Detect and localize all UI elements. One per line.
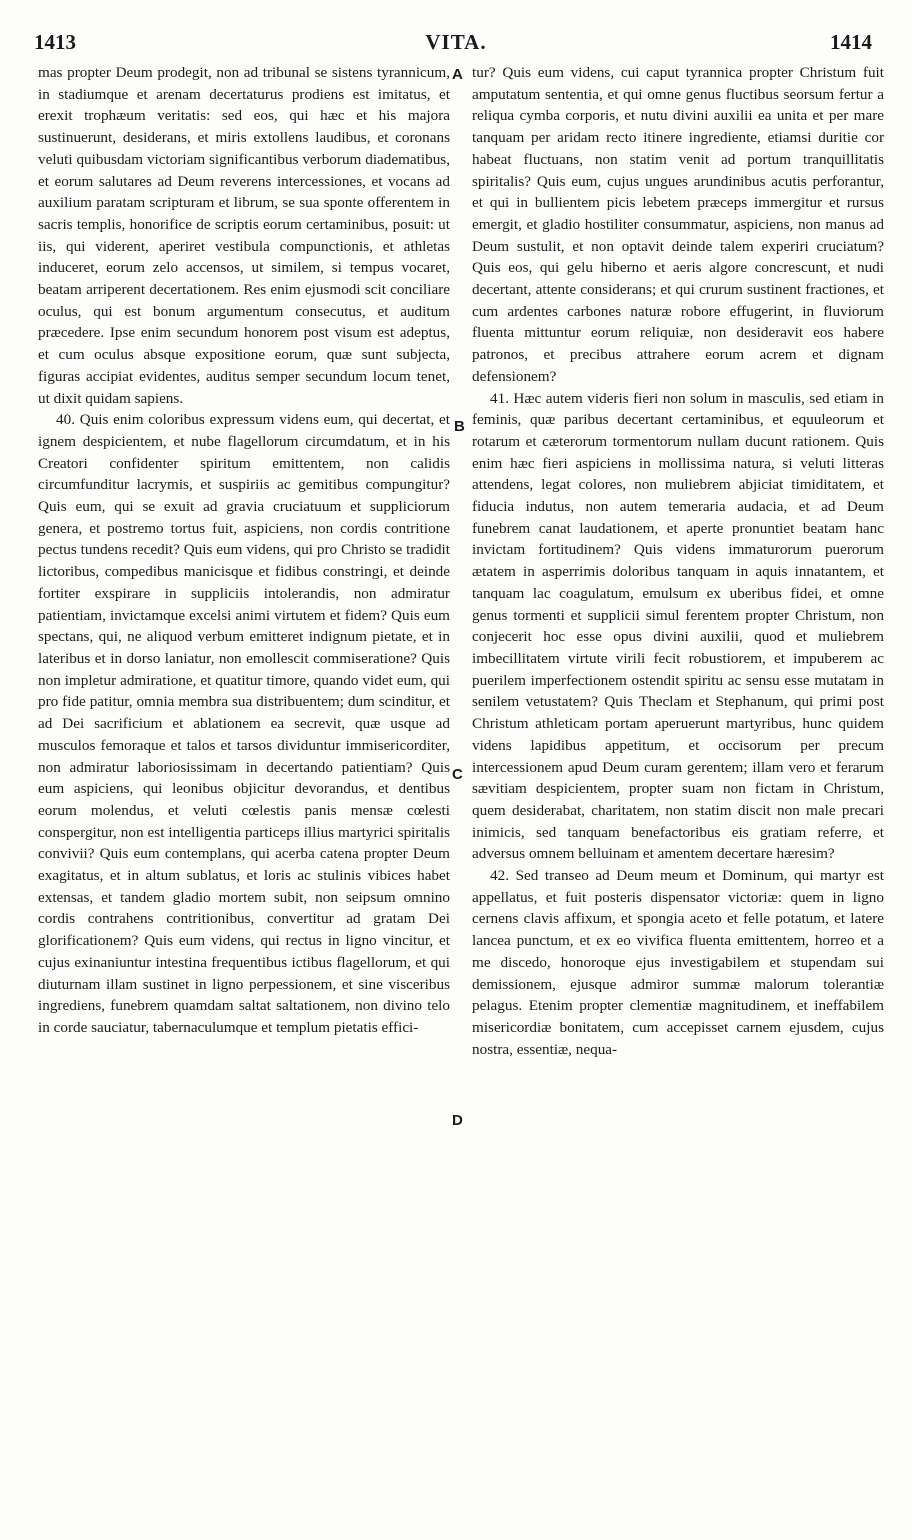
- margin-marker-b: B: [454, 418, 465, 435]
- margin-marker-a: A: [452, 66, 463, 83]
- paragraph-continuation: mas propter Deum prodegit, non ad tribunal se sistens tyrannicum, in stadiumque et arenam decertaturus prodiens est imitatus, et erexit trophæum veritatis: sed eos, qui hæc et his majora sustinuerunt, desiderans, et miris extollens laudibus, et coronans veluti quibusdam victoriam significantibus verborum diadematibus, et eorum salutares ad Deum reverens intercessiones, et vocans ad auxilium paratam scripturam et librum, se sua sponte offerentem in sacris templis, honorifice de scriptis eorum certaminibus, posuit: ut iis, qui viderent, aperiret vestibula compunctionis, et athletas induceret, eorum zelo accensos, ut similem, si tempus vocaret, beatam arriperent decertationem. Res enim ejusmodi scit conciliare oculus, qui est bonum argumentum consecutus, et auditum præcedere. Ipse enim secundum honorem post visum est adeptus, et cum oculus absque expositione eorum, quæ sunt subjecta, figuras accipiat evidentes, auditus semper secundum locum tenet, ut dixit quidam sapiens.: [38, 64, 450, 407]
- paragraph-41: 41. Hæc autem videris fieri non solum in masculis, sed etiam in feminis, quæ paribus decertant certaminibus, et equuleorum et rotarum et cæterorum tormentorum nullam ducunt rationem. Quis enim hæc fieri aspiciens in mollissima natura, si veluti litteras attendens, legat colores, non muliebrem abjiciat timiditatem, et fiducia indutus, non autem temeraria audacia, et ad Deum funebrem canat laudationem, et aperte pronuntiet beatam hanc invictam fortitudinem? Quis videns immaturorum puerorum ætatem in asperrimis doloribus tanquam in aquis innatantem, et tanquam lac coagulatum, emulsum ex uberibus fidei, et omne genus tormenti et supplicii simul ferentem propter Christum, non conjecerit hoc esse opus divini auxilii, quod et muliebrem imbecillitatem virtute virili fecit robustiorem, et impuberem ac puerilem imperfectionem ostendit spiritu ac sensu esse mutatam in senilem vetustatem? Quis Theclam et Stephanum, qui primi post Christum athleticam portam aperuerunt martyribus, hunc quidem videns lapidibus appetitum, et occisorum per precum intercessionem apud Deum curam gerentem; illam vero et ferarum sævitiam despicientem, propter suam non fictam in Christum, quem desiderabat, charitatem, non statim discit non male precari inimicis, sed tanquam benefactoribus eis gratiam referre, et adversus omnem belluinam et amentem decertare hæresim?: [472, 389, 884, 863]
- margin-marker-c: C: [452, 766, 463, 783]
- left-page-number: 1413: [34, 30, 76, 54]
- left-column: [38, 62, 450, 1039]
- running-title: VITA.: [425, 30, 487, 54]
- paragraph-continuation-right: tur? Quis eum videns, cui caput tyrannica propter Christum fuit amputatum sententia, et qui omne genus fluctibus seorsum fertur a reliqua cymba corporis, et nutu divini auxilii ea unita et per mare tanquam per aridam recto itinere ingrediente, etiamsi duritie cor habeat fluctuans, non statim venit ad portum tranquillitatis spiritalis? Quis eum, cujus ungues arundinibus acutis perforantur, et qui in bullientem picis lebetem præceps immergitur et rursus emergit, et gladio hostiliter consummatur, aspiciens, non manus ad Deum sustulit, et non optavit deinde talem experiri cruciatum? Quis eos, qui gelu hiberno et aeris algore concrescunt, et nudi decertant, attente considerans; et qui crurum sustinent fractiones, et cum ardentes carbones naturæ robore effugerint, in fluviorum fluenta mittuntur eorum reliquiæ, non desideravit eos habere patronos, et precibus attrahere eorum acrem et dignam defensionem?: [472, 64, 884, 385]
- margin-marker-d: D: [452, 1112, 463, 1129]
- page-header: [0, 30, 912, 60]
- right-column: [472, 62, 884, 1060]
- paragraph-42: 42. Sed transeo ad Deum meum et Dominum, qui martyr est appellatus, et fuit posteris dispensator victoriæ: quem in ligno cernens clavis affixum, et spongia aceto et felle potatum, et latere lancea punctum, et ex eo vivifica fluenta emittentem, horreo et a me discedo, honoroque ejus investigabilem et stupendam sui demissionem, ejusque admiror summæ malorum tolerantiæ pelagus. Etenim propter clementiæ magnitudinem, et ineffabilem misericordiæ bonitatem, cum accepisset carnem ejusdem, cujus nostra, essentiæ, nequa-: [472, 867, 884, 1058]
- right-page-number: 1414: [830, 30, 872, 54]
- paragraph-40: 40. Quis enim coloribus expressum videns eum, qui decertat, et ignem despicientem, et nube flagellorum circumdatum, et in his Creatori confidenter spiritum emittentem, non calidis circumfunditur lacrymis, et suspiriis ac gemitibus compungitur? Quis eum, qui se exuit ad gravia cruciatuum et suppliciorum genera, et postremo tortus fuit, aspiciens, non cordis contritione pectus tundens recedit? Quis eum videns, qui pro Christo se tradidit lictoribus, compedibus manicisque et fidibus constringi, et deinde fortiter exspirare in suppliciis intolerandis, non admiratur patientiam, invictamque excelsi animi virtutem et fidem? Quis eum spectans, qui, ne aliquod verbum emitteret indignum pietate, et in lateribus et in dorso laniatur, non emollescit commiseratione? Quis non impletur admiratione, et quatitur timore, quando videt eum, qui pro fide patitur, omnia membra sua distribuentem; dum scinditur, et ad Dei sacrificium et ablationem ea secrevit, quæ usque ad musculos femoraque et talos et tarsos dividuntur immisericorditer, non admiratur laboriosissimam in decertando patientiam? Quis eum aspiciens, qui leonibus objicitur devorandus, et dentibus eorum molendus, et veluti cœlestis panis mensæ cœlesti conspergitur, non est intelligentia particeps illius martyrici spiritalis convivii? Quis eum contemplans, qui acerba catena propter Deum exagitatus, et in altum sublatus, et loris ac stulinis vibices habet extensas, et tandem gladio mortem subit, non seipsum omnino cordis contrahens contritionibus, convertitur ad gratam Dei glorificationem? Quis eum videns, qui rectus in ligno vincitur, et cujus exinaniuntur intestina frequentibus ictibus flagellorum, et qui diuturnam illam sustinet in ligno perpessionem, et sine visceribus ingrediens, funebrem quamdam saltat saltationem, non divino telo in corde sauciatur, tabernaculumque et templum pietatis effici-: [38, 411, 450, 1036]
